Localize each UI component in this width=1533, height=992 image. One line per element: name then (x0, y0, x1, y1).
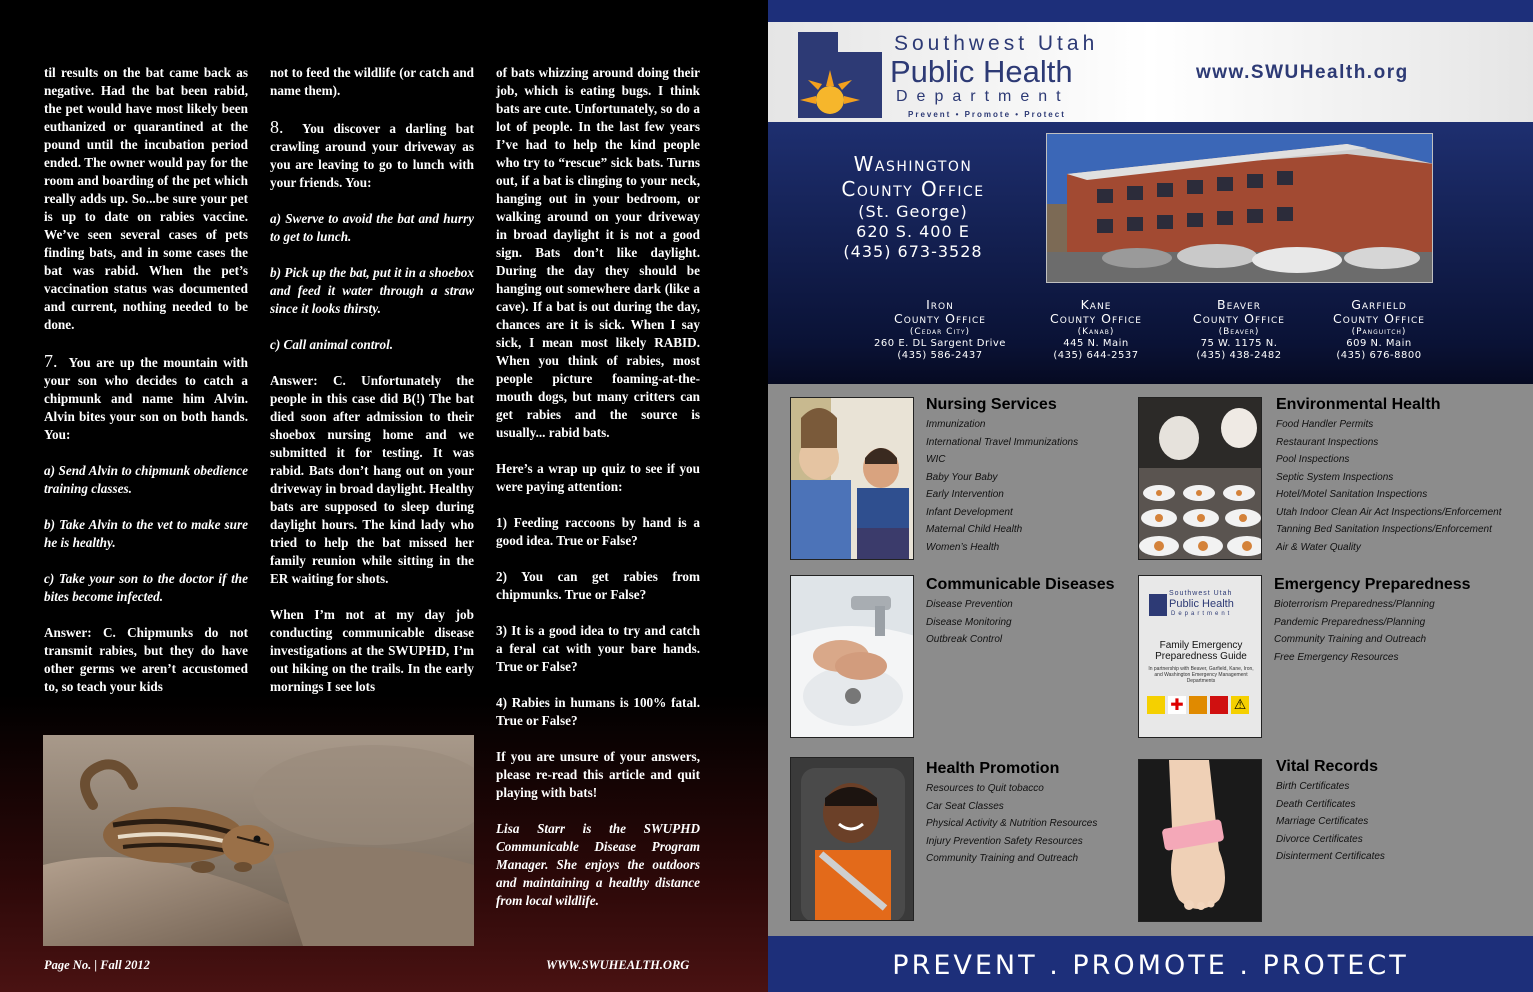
list-item: Marriage Certificates (1276, 816, 1369, 827)
county-address: 260 E. DL Sargent Drive (874, 338, 1006, 349)
list-item: Food Handler Permits (1276, 419, 1374, 430)
list-item: Air & Water Quality (1276, 541, 1361, 553)
county-phone: (435) 676-8800 (1336, 350, 1422, 361)
guide-logo-2: Public Health (1169, 598, 1234, 610)
logo-line-2: Public Health (890, 54, 1073, 89)
list-item: Outbreak Control (926, 634, 1003, 645)
swuphd-logo (790, 30, 1180, 120)
list-item: Early Intervention (926, 489, 1004, 500)
office-city: (St. George) (858, 202, 968, 221)
list-item: Divorce Certificates (1276, 833, 1363, 845)
red-cross-icon: ✚ (1168, 696, 1186, 714)
list-item: Baby Your Baby (926, 471, 998, 483)
service-title: Nursing Services (926, 396, 1057, 413)
list-item: Maternal Child Health (926, 524, 1023, 535)
website-url[interactable]: www.SWUHealth.org (1196, 62, 1409, 83)
service-title: Health Promotion (926, 760, 1060, 777)
county-name: Beaver (1217, 297, 1261, 312)
bottom-band (768, 936, 1533, 992)
list-item: Disease Prevention (926, 599, 1013, 610)
list-item: Infant Development (926, 506, 1013, 518)
county-name: Garfield (1351, 297, 1407, 312)
option-c: c) Call animal control. (270, 337, 394, 352)
question-text: You are up the mountain with your son who decides to catch a chipmunk and name him Alvin. Alvin bites your son on both hands. You: (44, 355, 248, 442)
right-page (768, 0, 1533, 992)
county-city: (Panguitch) (1351, 327, 1407, 337)
quiz-item: 4) Rabies in humans is 100% fatal. True or False? (496, 695, 700, 728)
logo-line-3: Department (896, 88, 1070, 105)
county-phone: (435) 586-2437 (897, 350, 983, 361)
option-c: c) Take your son to the doctor if the bites become infected. (44, 571, 248, 604)
list-item: Disinterment Certificates (1276, 851, 1385, 862)
list-item: Women’s Health (926, 541, 1000, 553)
list-item: WIC (926, 454, 946, 465)
paragraph: If you are unsure of your answers, please re-read this article and quit playing with bats! (496, 749, 700, 800)
question-8 (270, 118, 474, 192)
county-address: 75 W. 1175 N. (1200, 338, 1278, 349)
bottom-tagline: PREVENT . PROMOTE . PROTECT (892, 950, 1409, 981)
office-address: 620 S. 400 E (856, 222, 970, 241)
logo-line-1: Southwest Utah (894, 32, 1099, 55)
service-list-emergency (1274, 596, 1435, 666)
text-column-1 (44, 64, 248, 714)
list-item: Pool Inspections (1276, 454, 1350, 465)
biohazard-icon (1189, 696, 1207, 714)
list-item: Restaurant Inspections (1276, 436, 1379, 448)
guide-logo-3: Department (1171, 611, 1233, 617)
nursing-photo (790, 397, 914, 560)
preparedness-guide (1138, 575, 1262, 738)
chipmunk-photo (43, 735, 474, 946)
county-address: 609 N. Main (1346, 338, 1412, 349)
county-city: (Beaver) (1218, 327, 1260, 337)
county-office-label: County Office (1193, 311, 1285, 326)
paragraph: Here’s a wrap up quiz to see if you were paying attention: (496, 461, 700, 494)
county-phone: (435) 438-2482 (1196, 350, 1282, 361)
baby-foot-photo (1138, 759, 1262, 922)
question-7 (44, 352, 248, 444)
quiz-item: 2) You can get rabies from chipmunks. True or False? (496, 569, 700, 602)
fire-icon (1210, 696, 1228, 714)
building-photo (1046, 133, 1433, 283)
guide-subtext: In partnership with Beaver, Garfield, Kane, Iron, and Washington Emergency Management Departments (1148, 666, 1254, 684)
list-item: Free Emergency Resources (1274, 651, 1399, 663)
service-list-nursing (926, 416, 1078, 556)
list-item: Septic System Inspections (1276, 471, 1394, 483)
paragraph: not to feed the wildlife (or catch and name them). (270, 65, 474, 98)
list-item: Birth Certificates (1276, 781, 1350, 792)
office-name: County Office (841, 177, 985, 201)
county-office-kane (1016, 298, 1176, 362)
service-title: Environmental Health (1276, 396, 1441, 413)
option-b: b) Pick up the bat, put it in a shoebox and feed it water through a straw since it looks thirsty. (270, 265, 474, 316)
hazard-icons (1147, 696, 1255, 714)
list-item: Community Training and Outreach (1274, 634, 1427, 645)
office-name: Washington (853, 152, 973, 176)
car-seat-photo (790, 757, 914, 921)
handwashing-photo (790, 575, 914, 738)
radiation-icon (1147, 696, 1165, 714)
page-number-footer: Page No. | Fall 2012 (44, 958, 150, 972)
list-item: Death Certificates (1276, 798, 1356, 810)
warning-icon: ⚠ (1231, 696, 1249, 714)
paragraph: When I’m not at my day job conducting communicable disease investigations at the SWUPHD, I’m out hiking on the trails. In the early mornings I see lots (270, 607, 474, 694)
list-item: Car Seat Classes (926, 800, 1004, 812)
website-footer: WWW.SWUHEALTH.ORG (546, 958, 690, 972)
header-band (768, 22, 1533, 122)
list-item: Physical Activity & Nutrition Resources (926, 818, 1098, 829)
county-office-label: County Office (1333, 311, 1425, 326)
services-section (768, 384, 1533, 936)
option-b: b) Take Alvin to the vet to make sure he is healthy. (44, 517, 248, 550)
text-column-2 (270, 64, 474, 714)
service-list-communicable (926, 596, 1013, 649)
list-item: Disease Monitoring (926, 616, 1012, 628)
text-column-3 (496, 64, 700, 928)
list-item: International Travel Immunizations (926, 436, 1079, 448)
county-address: 445 N. Main (1063, 338, 1129, 349)
list-item: Bioterrorism Preparedness/Planning (1274, 599, 1435, 610)
county-name: Iron (926, 297, 954, 312)
county-name: Kane (1080, 297, 1112, 312)
office-band (768, 122, 1533, 384)
list-item: Hotel/Motel Sanitation Inspections (1276, 489, 1428, 500)
logo-tagline: Prevent • Promote • Protect (908, 110, 1066, 119)
list-item: Utah Indoor Clean Air Act Inspections/Enforcement (1276, 506, 1502, 518)
guide-heading: Family Emergency Preparedness Guide (1155, 640, 1247, 662)
service-title: Communicable Diseases (926, 576, 1115, 593)
environmental-photo (1138, 397, 1262, 560)
county-office-label: County Office (1050, 311, 1142, 326)
county-office-garfield (1299, 298, 1459, 362)
author-bio: Lisa Starr is the SWUPHD Communicable Disease Program Manager. She enjoys the outdoors and maintaining a healthy distance from local wildlife. (496, 821, 700, 908)
option-a: a) Send Alvin to chipmunk obedience training classes. (44, 463, 248, 496)
utah-sun-icon (790, 30, 890, 120)
county-phone: (435) 644-2537 (1053, 350, 1139, 361)
guide-logo-1: Southwest Utah (1169, 590, 1233, 597)
county-office-iron (860, 298, 1020, 362)
list-item: Tanning Bed Sanitation Inspections/Enforcement (1276, 524, 1492, 535)
service-title: Vital Records (1276, 758, 1378, 775)
county-city: (Kanab) (1077, 327, 1115, 337)
paragraph: of bats whizzing around doing their job, which is eating bugs. I think bats are cute. Unfortunately, so do a lot of people. In the last few years I’ve had to help the kind people who try to “rescue” sick bats. Turns out, if a bat is clinging to your neck, hanging out in your bedroom, or walking around on your driveway in broad daylight it is not a good sign. Bats don’t like daylight. During the day they should be hanging out somewhere dark (like a cave). If a bat is out during the day, chances are it is sick. When I say sick, I mean most likely RABID. When you think of rabies, most people picture foaming-at-the-mouth dogs, but many critters can get rabies and the source is usually... rabid bats. (496, 65, 700, 440)
list-item: Injury Prevention Safety Resources (926, 835, 1083, 847)
list-item: Immunization (926, 419, 986, 430)
top-strip (768, 0, 1533, 22)
quiz-item: 1) Feeding raccoons by hand is a good idea. True or False? (496, 515, 700, 548)
utah-icon (1149, 594, 1167, 616)
paragraph: til results on the bat came back as negative. Had the bat been rabid, the pet would have most likely been euthanized or quarantined at the pound until the incubation period ended. The owner would pay for the room and boarding of the pet which really adds up. So...be sure your pet is up to date on rabies vaccine. We’ve seen several cases of pets finding bats, and in some cases the bat was rabid. When the pet’s vaccination status was documented and current, nothing needed to be done. (44, 65, 248, 332)
question-number: 7. (44, 351, 58, 371)
answer: Answer: C. Unfortunately the people in this case did B(!) The bat died soon after admission to their shoebox nursing home and we submitted it for testing. It was rabid. Bats don’t hang out on your driveway in broad daylight. Healthy bats are supposed to sleep during daylight hours. The kind lady who tried to help the bat missed her family reunion while sitting in the ER waiting for shots. (270, 373, 474, 586)
washington-office (768, 152, 1058, 262)
service-list-health-promotion (926, 780, 1097, 868)
service-title: Emergency Preparedness (1274, 576, 1471, 593)
list-item: Pandemic Preparedness/Planning (1274, 616, 1426, 628)
county-office-label: County Office (894, 311, 986, 326)
service-list-environmental (1276, 416, 1501, 556)
question-number: 8. (270, 117, 284, 137)
option-a: a) Swerve to avoid the bat and hurry to get to lunch. (270, 211, 474, 244)
office-phone: (435) 673-3528 (843, 242, 983, 261)
county-office-beaver (1159, 298, 1319, 362)
list-item: Community Training and Outreach (926, 853, 1079, 864)
quiz-item: 3) It is a good idea to try and catch a feral cat with your bare hands. True or False? (496, 623, 700, 674)
answer: Answer: C. Chipmunks do not transmit rabies, but they do have other germs we aren’t accustomed to, so teach your kids (44, 625, 248, 694)
list-item: Resources to Quit tobacco (926, 783, 1044, 794)
question-text: You discover a darling bat crawling around your driveway as you are leaving to go to lunch with your friends. You: (270, 121, 474, 190)
service-list-vital-records (1276, 778, 1385, 866)
county-city: (Cedar City) (909, 327, 971, 337)
